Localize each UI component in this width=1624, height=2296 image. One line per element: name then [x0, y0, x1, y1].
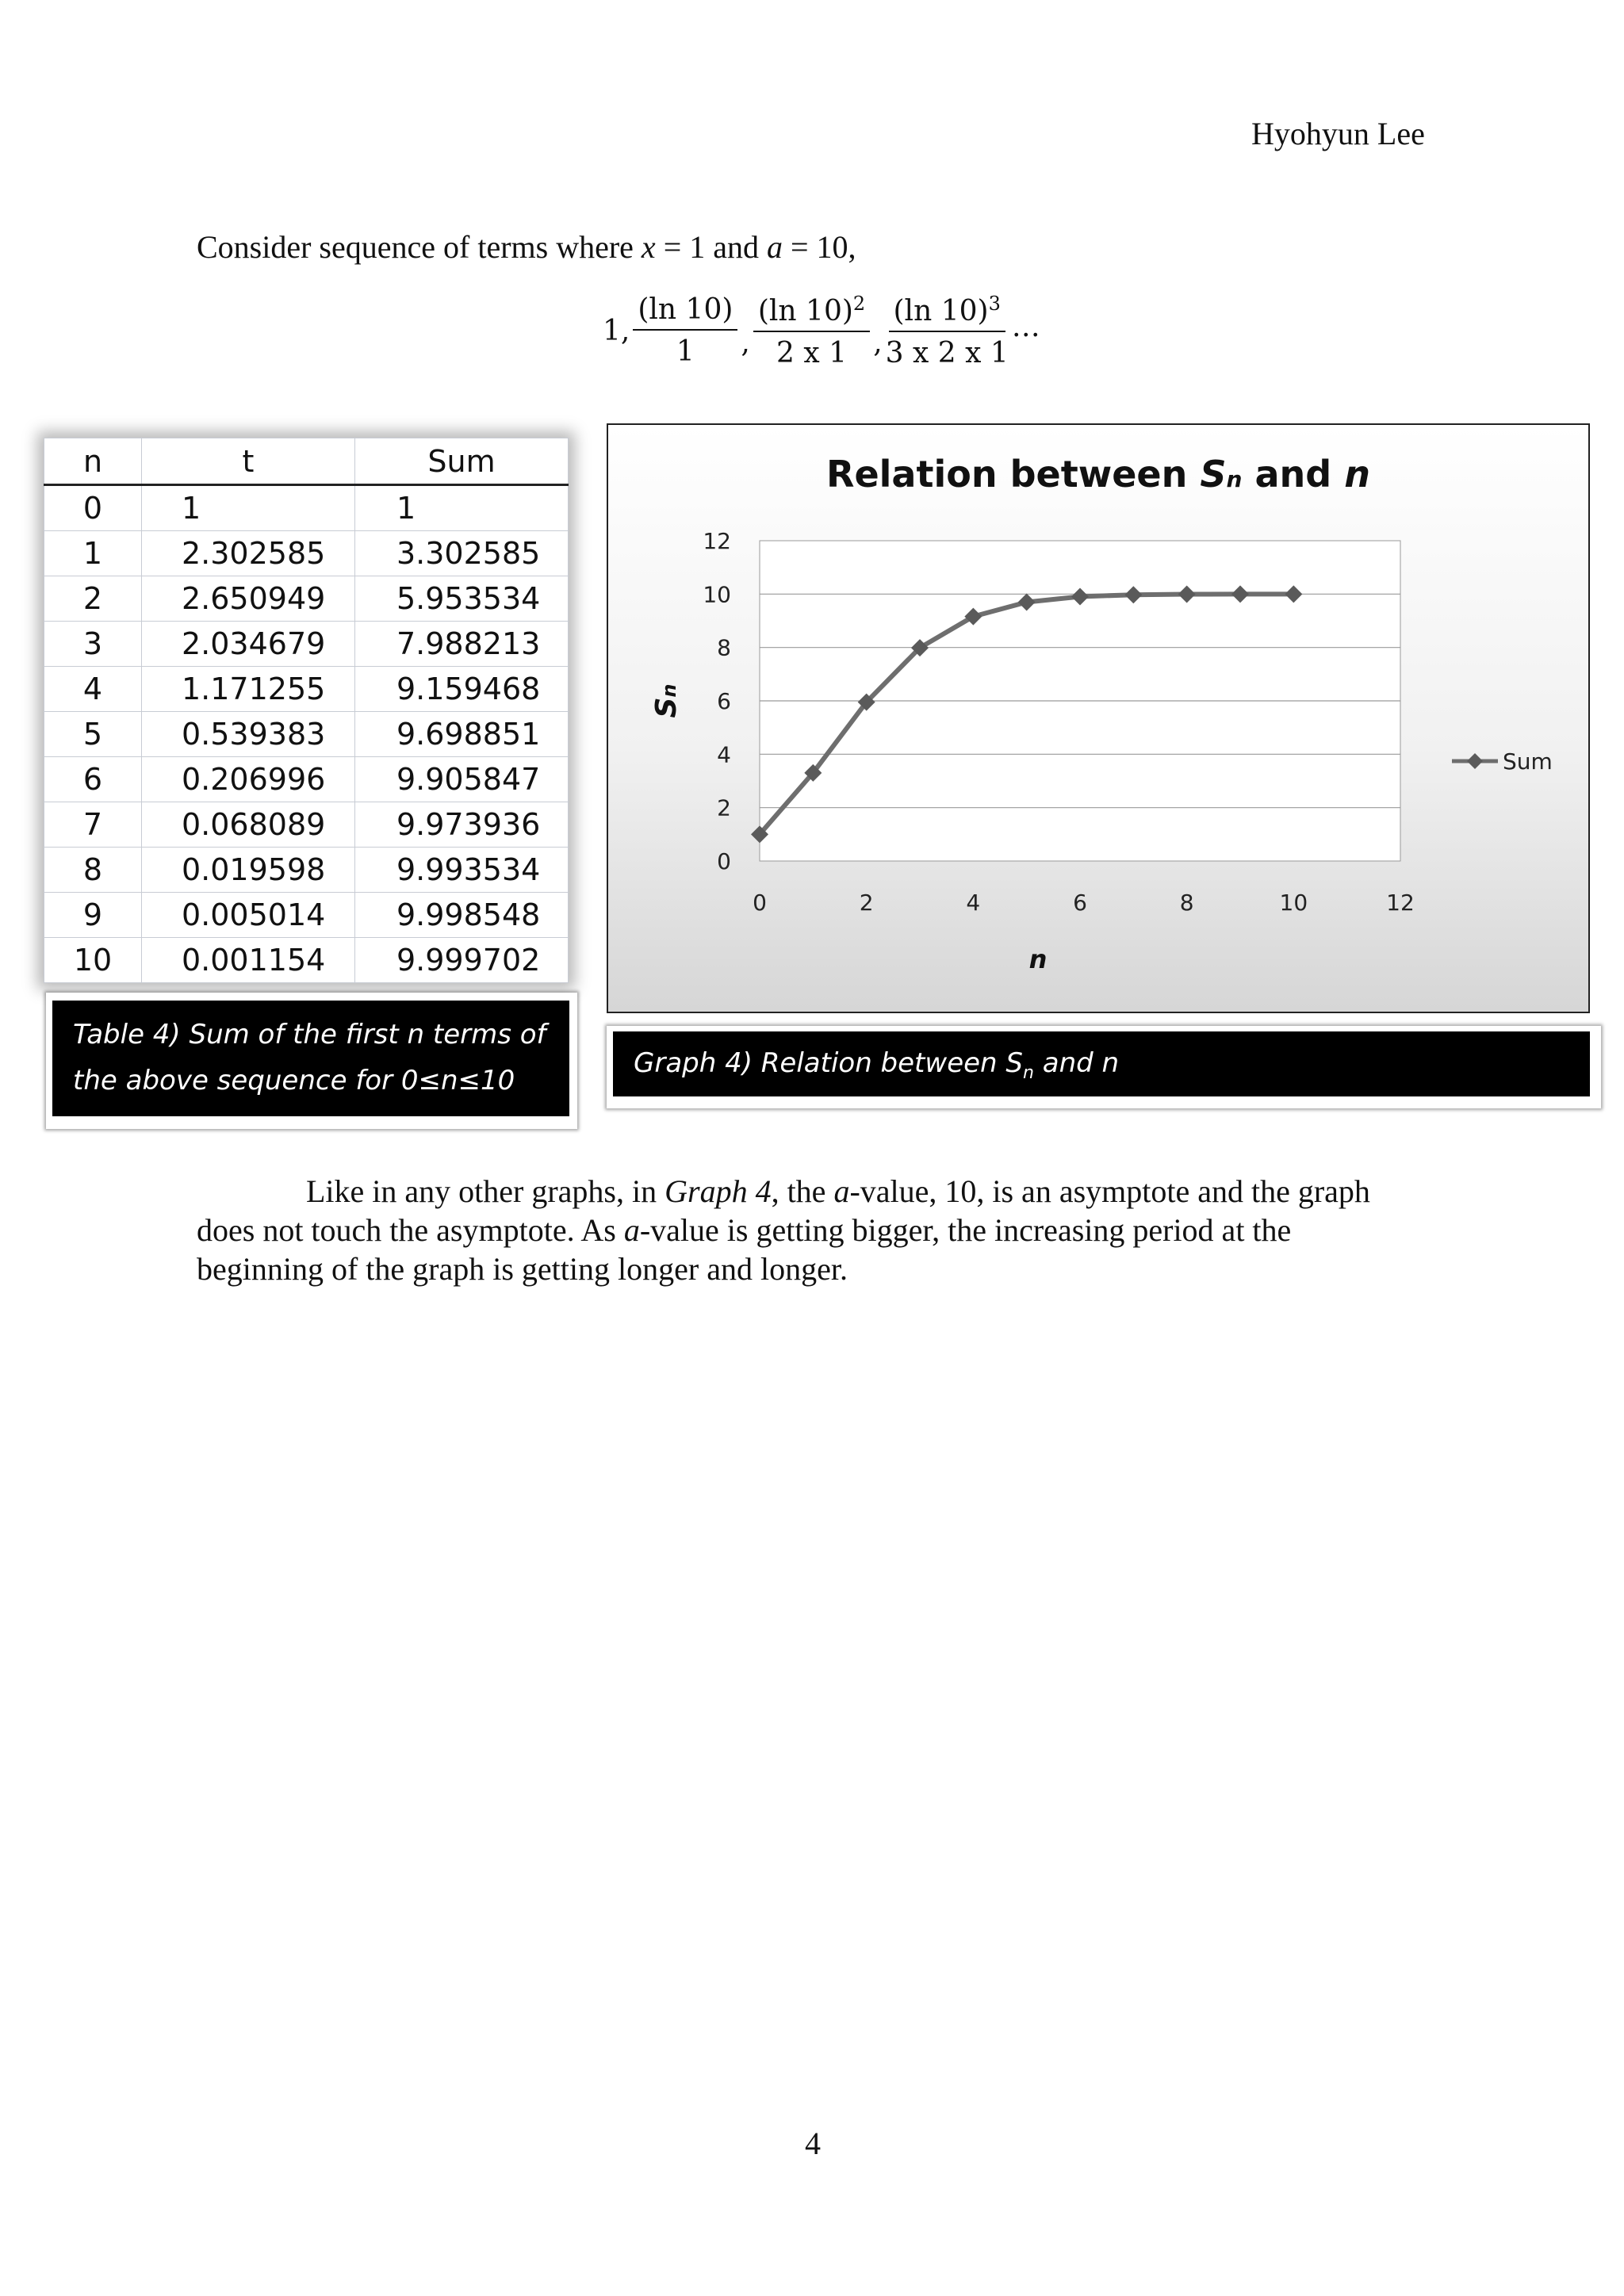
term-3-numerator: (ln 10)$^3$ — [889, 293, 1005, 332]
table-row — [44, 622, 569, 667]
table-caption-line-2: the above sequence for 0≤n≤10 — [73, 1065, 515, 1096]
legend-label: Sum — [1503, 748, 1553, 775]
formula-ellipsis: … — [1011, 310, 1040, 343]
term-2-denominator: 2 x 1 — [776, 336, 848, 369]
data-table-container — [44, 438, 569, 983]
y-tick-label: 8 — [717, 634, 731, 661]
table-header-row — [44, 438, 569, 485]
a-equals: = 10, — [783, 229, 856, 265]
cell-t: 0.001154 — [142, 938, 355, 983]
author-name: Hyohyun Lee — [1251, 116, 1425, 151]
formula-term-2 — [753, 293, 870, 369]
table-caption — [52, 1001, 569, 1116]
cell-sum: 9.905847 — [355, 757, 569, 802]
formula-comma: , — [873, 326, 883, 359]
cell-t: 2.034679 — [142, 622, 355, 667]
cell-t: 1 — [142, 485, 355, 531]
term-2-numerator: (ln 10)$^2$ — [753, 293, 870, 332]
cell-n: 5 — [44, 712, 142, 757]
y-tick-label: 0 — [717, 848, 731, 874]
cell-sum: 9.698851 — [355, 712, 569, 757]
x-tick-label: 0 — [753, 890, 767, 916]
page-number: 4 — [805, 2126, 821, 2161]
cell-t: 0.539383 — [142, 712, 355, 757]
cell-n: 9 — [44, 893, 142, 938]
x-axis-label: n — [1028, 944, 1048, 974]
term-1-denominator: 1 — [676, 335, 695, 368]
header-sum: Sum — [355, 438, 569, 485]
cell-sum: 9.999702 — [355, 938, 569, 983]
term-2-exponent: 2 — [852, 292, 866, 315]
cell-t: 2.650949 — [142, 576, 355, 622]
cell-sum: 9.998548 — [355, 893, 569, 938]
chart-area — [607, 423, 1590, 1013]
cell-n: 4 — [44, 667, 142, 712]
cell-n: 6 — [44, 757, 142, 802]
x-equals: = 1 and — [655, 229, 767, 265]
table-row — [44, 802, 569, 848]
x-variable: x — [641, 229, 656, 265]
cell-t: 2.302585 — [142, 531, 355, 576]
table-row — [44, 848, 569, 893]
x-tick-label: 4 — [966, 890, 981, 916]
cell-t: 0.206996 — [142, 757, 355, 802]
cell-n: 1 — [44, 531, 142, 576]
x-tick-label: 12 — [1386, 890, 1415, 916]
cell-n: 2 — [44, 576, 142, 622]
y-tick-label: 2 — [717, 794, 731, 821]
a-variable: a — [767, 229, 783, 265]
x-tick-label: 8 — [1179, 890, 1194, 916]
table-row — [44, 667, 569, 712]
cell-sum: 3.302585 — [355, 531, 569, 576]
graph-caption-subscript: n — [1022, 1062, 1034, 1083]
header-n: n — [44, 438, 142, 485]
data-table — [44, 438, 569, 983]
cell-sum: 9.993534 — [355, 848, 569, 893]
cell-t: 1.171255 — [142, 667, 355, 712]
header-t: t — [142, 438, 355, 485]
term-3-denominator: 3 x 2 x 1 — [885, 336, 1009, 369]
paragraph-line-3: beginning of the graph is getting longer and longer. — [197, 1251, 848, 1287]
body-paragraph — [197, 1172, 1410, 1288]
table-row — [44, 712, 569, 757]
y-axis-label: Sn — [650, 683, 683, 718]
intro-text: Consider sequence of terms where — [197, 229, 642, 265]
paragraph-line-2: does not touch the asymptote. As a-value is getting bigger, the increasing period at the — [197, 1212, 1292, 1248]
cell-n: 10 — [44, 938, 142, 983]
formula-term-3 — [886, 293, 1009, 369]
table-row — [44, 576, 569, 622]
legend-marker — [1467, 753, 1483, 769]
y-tick-label: 6 — [717, 688, 731, 714]
cell-sum: 1 — [355, 485, 569, 531]
cell-n: 8 — [44, 848, 142, 893]
y-tick-label: 10 — [703, 581, 731, 608]
sequence-formula — [603, 287, 1040, 374]
formula-term-1 — [633, 293, 737, 368]
table-row — [44, 757, 569, 802]
intro-sentence — [197, 228, 856, 266]
table-row — [44, 485, 569, 531]
cell-n: 0 — [44, 485, 142, 531]
chart-title: Relation between Sn and n — [826, 453, 1370, 496]
term-1-numerator: (ln 10) — [633, 293, 737, 331]
table-row — [44, 938, 569, 983]
y-tick-label: 12 — [703, 528, 731, 554]
formula-first-term: 1, — [603, 314, 630, 347]
x-tick-label: 6 — [1073, 890, 1087, 916]
term-3-exponent: 3 — [988, 292, 1001, 315]
x-tick-label: 2 — [859, 890, 874, 916]
table-row — [44, 531, 569, 576]
cell-t: 0.005014 — [142, 893, 355, 938]
cell-sum: 9.159468 — [355, 667, 569, 712]
cell-n: 7 — [44, 802, 142, 848]
cell-n: 3 — [44, 622, 142, 667]
cell-sum: 7.988213 — [355, 622, 569, 667]
cell-t: 0.019598 — [142, 848, 355, 893]
cell-sum: 5.953534 — [355, 576, 569, 622]
graph-caption: Graph 4) Relation between $S_n$ and n — [613, 1031, 1590, 1096]
y-tick-label: 4 — [717, 741, 731, 768]
cell-sum: 9.973936 — [355, 802, 569, 848]
table-caption-line-1: Table 4) Sum of the first n terms of — [73, 1019, 546, 1050]
formula-comma: , — [741, 326, 750, 359]
line-chart — [608, 425, 1588, 1012]
cell-t: 0.068089 — [142, 802, 355, 848]
table-row — [44, 893, 569, 938]
x-tick-label: 10 — [1279, 890, 1308, 916]
paragraph-line-1: Like in any other graphs, in Graph 4, the a-value, 10, is an asymptote and the graph — [306, 1173, 1370, 1209]
